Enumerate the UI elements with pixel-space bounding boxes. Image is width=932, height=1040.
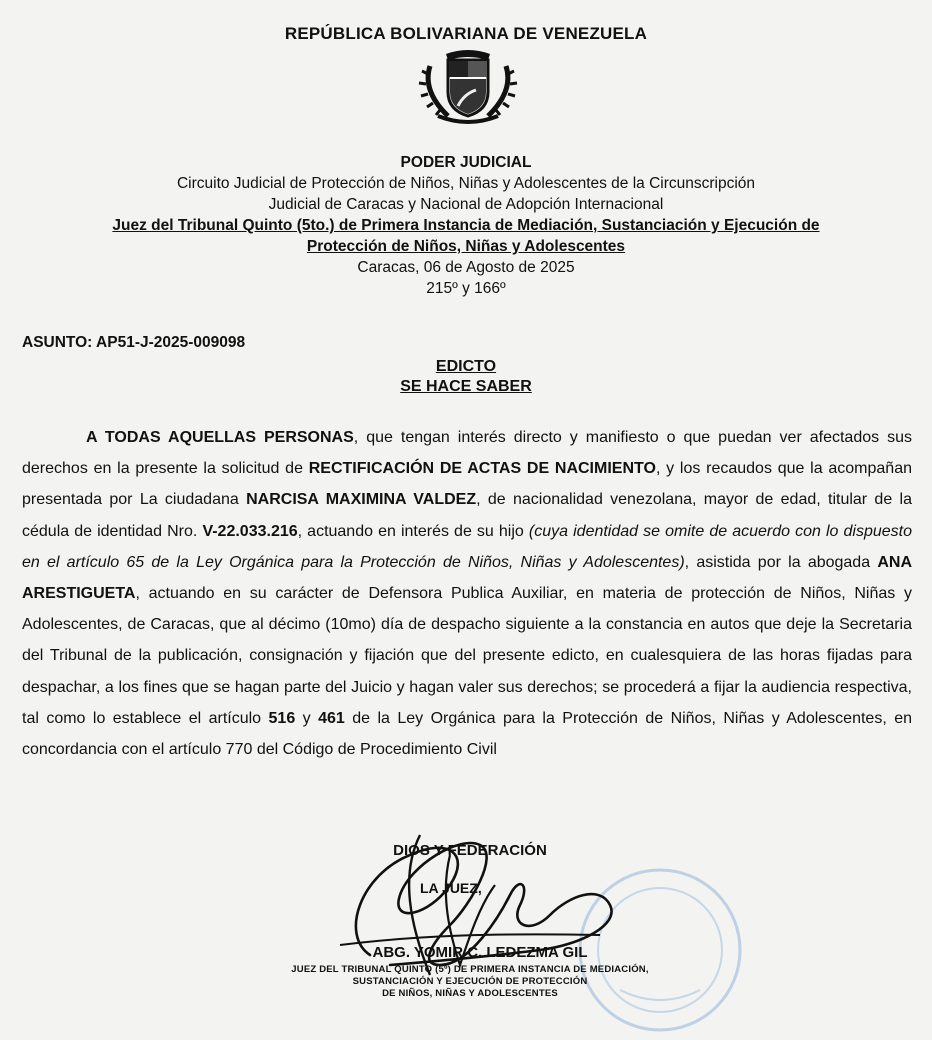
body-text: , asistida por la abogada (684, 553, 878, 571)
body-text: , que tengan interés directo y manifiesto o que puedan ver afectados sus derechos en la presente la solicitud de (22, 429, 912, 478)
body-text: de la Ley Orgánica para la Protección de Niños, Niñas y Adolescentes, en concordancia con el artículo 770 del Código de Procedimiento Civil (22, 709, 912, 759)
coat-of-arms-icon (408, 46, 528, 126)
judge-title-line-3: DE NIÑOS, NIÑAS Y ADOLESCENTES (382, 988, 558, 999)
judge-title-line-1: JUEZ DEL TRIBUNAL QUINTO (5º) DE PRIMERA INSTANCIA DE MEDIACIÓN, (291, 964, 649, 975)
branch-heading: PODER JUDICIAL (400, 154, 532, 171)
court-seal-icon (540, 840, 780, 1040)
court-line-2: Protección de Niños, Niñas y Adolescentes (306, 238, 626, 255)
country-heading: REPÚBLICA BOLIVARIANA DE VENEZUELA (284, 24, 648, 43)
circuit-line-2: Judicial de Caracas y Nacional de Adopción Internacional (268, 196, 664, 213)
edict-subtitle: SE HACE SABER (400, 378, 532, 395)
circuit-line-1: Circuito Judicial de Protección de Niños, Niñas y Adolescentes de la Circunscripción (176, 175, 756, 192)
judge-title-line-2: SUSTANCIACIÓN Y EJECUCIÓN DE PROTECCIÓN (352, 976, 588, 987)
edict-heading (0, 357, 932, 397)
body-id-number: V-22.033.216 (202, 522, 298, 540)
judge-name: ABG. YOMIR C. LEDEZMA GIL (372, 944, 588, 961)
body-article-461: 461 (318, 709, 345, 727)
body-identity-note: (cuya identidad se omite de acuerdo con lo dispuesto en el artículo 65 de la Ley Orgánica para la Protección de Niños, Niñas y Adolescentes) (22, 522, 912, 571)
court-line-1: Juez del Tribunal Quinto (5to.) de Primera Instancia de Mediación, Sustanciación y Ejecución de (112, 217, 820, 234)
case-number: ASUNTO: AP51-J-2025-009098 (22, 334, 246, 351)
body-request-type: RECTIFICACIÓN DE ACTAS DE NACIMIENTO (308, 460, 656, 478)
body-lawyer-name: ANA ARESTIGUETA (22, 553, 912, 603)
body-addressee: A TODAS AQUELLAS PERSONAS (86, 429, 354, 446)
judge-title (200, 964, 740, 1000)
edict-body (22, 422, 912, 765)
body-text: , de nacionalidad venezolana, mayor de edad, titular de la cédula de identidad Nro. (22, 491, 912, 540)
edict-title: EDICTO (435, 358, 497, 375)
body-text: , y los recaudos que la acompañan presentada por La ciudadana (22, 460, 912, 509)
body-text: , actuando en interés de su hijo (297, 522, 529, 540)
years-line: 215º y 166º (426, 280, 506, 297)
body-article-516: 516 (268, 709, 296, 727)
body-applicant-name: NARCISA MAXIMINA VALDEZ (246, 491, 477, 509)
place-date: Caracas, 06 de Agosto de 2025 (357, 259, 575, 276)
closing-role: LA JUEZ, (420, 880, 482, 896)
body-text: , actuando en su carácter de Defensora Publica Auxiliar, en materia de protección de Niños, Niñas y Adolescentes, de Caracas, que al décimo (10mo) día de despacho siguiente a la constancia en autos que deje la Secretaria del Tribunal de la publicación, consignación y fijación que del presente edicto, en cualesquiera de las horas fijadas para despachar, a los fines que se hagan parte del Juicio y hagan valer sus derechos; se procederá a fijar la audiencia respectiva, tal como lo establece el artículo (22, 585, 912, 727)
court-header (20, 152, 912, 299)
body-text: y (295, 709, 319, 727)
closing-motto: DIOS Y FEDERACIÓN (393, 842, 547, 859)
